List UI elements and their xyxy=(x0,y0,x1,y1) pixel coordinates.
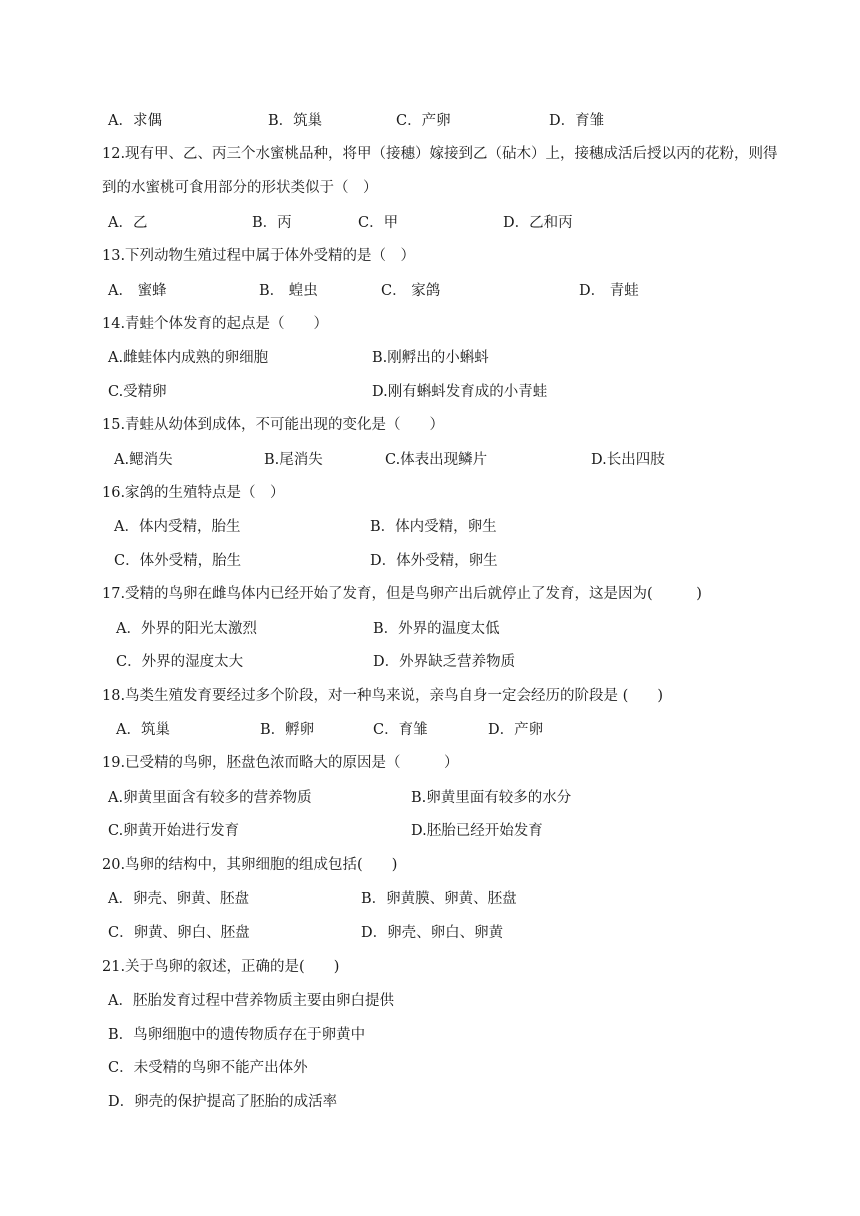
q17-option-c: C．外界的湿度太大 xyxy=(116,654,244,670)
q18-option-d: D．产卵 xyxy=(488,722,544,738)
q14-option-a: A.雌蛙体内成熟的卵细胞 xyxy=(108,350,269,366)
q11-option-c: C．产卵 xyxy=(396,113,451,129)
q13-option-d: D． 青蛙 xyxy=(579,283,639,299)
q12-option-d: D．乙和丙 xyxy=(503,215,573,231)
q20-option-c: C．卵黄、卵白、胚盘 xyxy=(108,925,250,941)
q19-option-c: C.卵黄开始进行发育 xyxy=(108,823,240,839)
q13-stem: 13.下列动物生殖过程中属于体外受精的是（ ） xyxy=(102,248,416,264)
q16-option-c: C．体外受精，胎生 xyxy=(114,553,242,569)
q12-stem-line1: 12.现有甲、乙、丙三个水蜜桃品种，将甲（接穗）嫁接到乙（砧木）上，接穗成活后授以丙的花粉，则得 xyxy=(102,146,778,162)
q16-option-a: A．体内受精，胎生 xyxy=(114,519,241,535)
q19-option-b: B.卵黄里面有较多的水分 xyxy=(411,790,572,806)
q16-option-d: D．体外受精，卵生 xyxy=(370,553,498,569)
q20-option-d: D．卵壳、卵白、卵黄 xyxy=(361,925,504,941)
q17-stem: 17.受精的鸟卵在雌鸟体内已经开始了发育，但是鸟卵产出后就停止了发育，这是因为( ) xyxy=(102,586,702,602)
q15-stem: 15.青蛙从幼体到成体，不可能出现的变化是（ ） xyxy=(102,417,445,433)
q15-option-c: C.体表出现鳞片 xyxy=(385,452,488,468)
q14-option-d: D.刚有蝌蚪发育成的小青蛙 xyxy=(372,384,548,400)
q15-option-d: D.长出四肢 xyxy=(591,452,665,468)
q16-option-b: B．体内受精，卵生 xyxy=(370,519,497,535)
q18-option-b: B．孵卵 xyxy=(260,722,315,738)
q11-option-b: B．筑巢 xyxy=(268,113,323,129)
q21-option-d: D．卵壳的保护提高了胚胎的成活率 xyxy=(108,1094,338,1110)
q21-stem: 21.关于鸟卵的叙述，正确的是( ) xyxy=(102,959,340,975)
q14-option-b: B.刚孵出的小蝌蚪 xyxy=(372,350,489,366)
q21-option-a: A．胚胎发育过程中营养物质主要由卵白提供 xyxy=(108,993,394,1009)
q17-option-a: A．外界的阳光太激烈 xyxy=(116,621,257,637)
q20-stem: 20.鸟卵的结构中，其卵细胞的组成包括( ) xyxy=(102,857,398,873)
q17-option-b: B．外界的温度太低 xyxy=(373,621,500,637)
q15-option-b: B.尾消失 xyxy=(264,452,323,468)
q16-stem: 16.家鸽的生殖特点是（ ） xyxy=(102,485,285,501)
q17-option-d: D．外界缺乏营养物质 xyxy=(373,654,516,670)
q13-option-b: B． 蝗虫 xyxy=(259,283,318,299)
q12-option-b: B．丙 xyxy=(252,215,292,231)
q13-option-c: C． 家鸽 xyxy=(381,283,441,299)
q18-option-a: A．筑巢 xyxy=(116,722,170,738)
q13-option-a: A． 蜜蜂 xyxy=(108,283,167,299)
q12-stem-line2: 到的水蜜桃可食用部分的形状类似于（ ） xyxy=(102,180,378,196)
q18-option-c: C．育雏 xyxy=(373,722,428,738)
q14-stem: 14.青蛙个体发育的起点是（ ） xyxy=(102,316,329,332)
q12-option-a: A．乙 xyxy=(108,215,148,231)
q21-option-b: B．鸟卵细胞中的遗传物质存在于卵黄中 xyxy=(108,1027,366,1043)
q12-option-c: C．甲 xyxy=(358,215,399,231)
q20-option-b: B．卵黄膜、卵黄、胚盘 xyxy=(361,891,517,907)
q21-option-c: C．未受精的鸟卵不能产出体外 xyxy=(108,1060,308,1076)
q11-option-a: A．求偶 xyxy=(108,113,162,129)
q11-option-d: D．育雏 xyxy=(549,113,605,129)
q20-option-a: A．卵壳、卵黄、胚盘 xyxy=(108,891,249,907)
q19-option-d: D.胚胎已经开始发育 xyxy=(411,823,543,839)
q14-option-c: C.受精卵 xyxy=(108,384,167,400)
q19-option-a: A.卵黄里面含有较多的营养物质 xyxy=(108,790,312,806)
q18-stem: 18.鸟类生殖发育要经过多个阶段，对一种鸟来说，亲鸟自身一定会经历的阶段是 ( ) xyxy=(102,688,663,704)
q19-stem: 19.已受精的鸟卵，胚盘色浓而略大的原因是（ ） xyxy=(102,755,459,771)
q15-option-a: A.鳃消失 xyxy=(114,452,173,468)
